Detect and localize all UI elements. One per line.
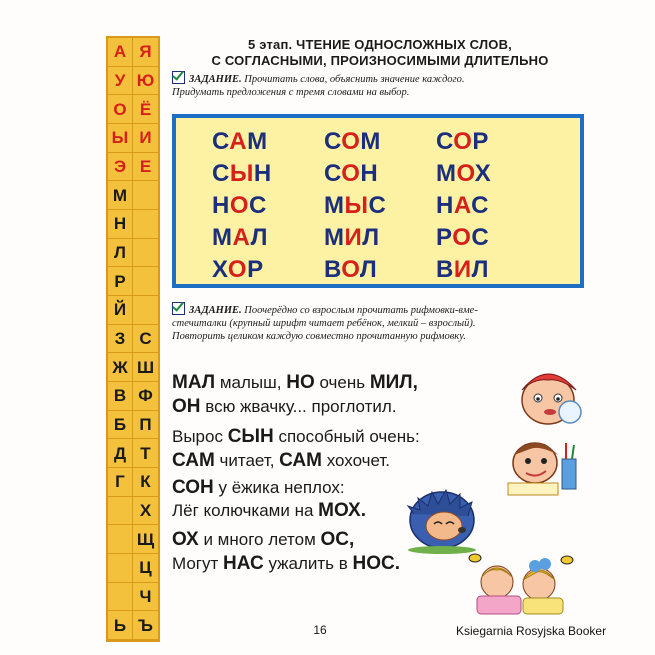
rhyme-text: хохочет. [321, 451, 391, 470]
alphabet-letter: Я [133, 38, 158, 67]
word: НОС [212, 192, 267, 219]
word: МАЛ [212, 224, 268, 251]
alphabet-letter: О [108, 95, 133, 124]
word: МИЛ [324, 224, 380, 251]
alphabet-letter: Й [108, 296, 133, 325]
checkbox-icon [172, 302, 185, 315]
alphabet-letter: Х [133, 497, 158, 526]
alphabet-letter: Д [108, 439, 133, 468]
task-1-text-1: Прочитать слова, объяснить значение каждого. [241, 74, 465, 85]
rhyme-keyword: САМ [172, 450, 215, 471]
alphabet-letter: А [108, 38, 133, 67]
alphabet-letter [133, 239, 158, 268]
rhyme-line [172, 553, 400, 574]
task-2-text-1: Поочерёдно со взрослым прочитать рифмовки-вме- [241, 305, 478, 316]
word: НАС [436, 192, 489, 219]
alphabet-letter: Т [133, 439, 158, 468]
rhyme-text: очень [314, 373, 370, 392]
rhyme-keyword: ОС, [320, 529, 355, 550]
task-1-label: ЗАДАНИЕ. [189, 74, 242, 85]
rhyme-text: ужалить в [263, 554, 353, 573]
alphabet-letter: Ъ [133, 611, 158, 640]
rhyme-text: у ёжика неплох: [213, 478, 345, 497]
alphabet-letter: Ц [133, 554, 158, 583]
alphabet-letter: Ы [108, 124, 133, 153]
word: МЫС [324, 192, 387, 219]
child-writing-illustration [500, 435, 582, 500]
rhyme-keyword: МИЛ, [369, 372, 418, 393]
checkbox-icon [172, 71, 185, 84]
watermark: Ksiegarnia Rosyjska Booker [456, 624, 607, 638]
alphabet-letter: Р [108, 267, 133, 296]
rhyme-line [172, 529, 354, 550]
alphabet-letter: Ё [133, 95, 158, 124]
rhyme-line [172, 396, 397, 417]
task-2-label: ЗАДАНИЕ. [189, 305, 242, 316]
alphabet-letter: З [108, 325, 133, 354]
alphabet-letter [133, 181, 158, 210]
alphabet-letter: П [133, 411, 158, 440]
alphabet-letter: Г [108, 468, 133, 497]
word: ХОР [212, 256, 264, 283]
rhyme-text: читает, [214, 451, 280, 470]
rhyme-line [172, 426, 420, 447]
rhyme-keyword: ОХ [172, 529, 199, 550]
word: СОР [436, 128, 489, 155]
alphabet-letter: Ч [133, 583, 158, 612]
task-2-text-2: стечиталки (крупный шрифт читает ребёнок, мелкий – взрослый). [172, 318, 476, 329]
alphabet-letter [133, 210, 158, 239]
rhyme-keyword: НО [286, 372, 315, 393]
alphabet-letter [133, 296, 158, 325]
alphabet-letter: Л [108, 239, 133, 268]
alphabet-letter [108, 554, 133, 583]
word-table [172, 114, 584, 288]
rhyme-text: малыш, [215, 373, 287, 392]
alphabet-letter [133, 267, 158, 296]
word: РОС [436, 224, 490, 251]
rhyme-line [172, 450, 390, 471]
alphabet-letter: Ж [108, 353, 133, 382]
alphabet-letter: М [108, 181, 133, 210]
task-1 [172, 71, 464, 99]
alphabet-letter: Б [108, 411, 133, 440]
alphabet-strip [106, 36, 160, 642]
rhyme-keyword: СЫН [227, 426, 274, 447]
alphabet-letter: С [133, 325, 158, 354]
word: СОМ [324, 128, 381, 155]
alphabet-letter [108, 525, 133, 554]
task-1-text-2: Придумать предложения с тремя словами на выбор. [172, 87, 410, 98]
alphabet-letter: Щ [133, 525, 158, 554]
word: ВОЛ [324, 256, 378, 283]
page-number: 16 [313, 623, 327, 637]
word: ВИЛ [436, 256, 489, 283]
alphabet-letter: Ф [133, 382, 158, 411]
alphabet-letter: В [108, 382, 133, 411]
section-title [170, 37, 590, 69]
alphabet-letter [108, 583, 133, 612]
alphabet-letter: Н [108, 210, 133, 239]
alphabet-letter: К [133, 468, 158, 497]
rhyme-keyword: СОН [172, 477, 214, 498]
rhyme-keyword: НАС [223, 553, 264, 574]
word: МОХ [436, 160, 492, 187]
rhyme-text: Лёг колючками на [172, 501, 319, 520]
rhyme-text: способный очень: [273, 427, 420, 446]
alphabet-letter: И [133, 124, 158, 153]
alphabet-letter: Ш [133, 353, 158, 382]
child-with-bubblegum-illustration [510, 360, 590, 430]
hedgehog-illustration [404, 484, 482, 554]
rhyme-keyword: САМ [279, 450, 322, 471]
rhyme-keyword: МОХ. [318, 500, 366, 521]
alphabet-letter: У [108, 67, 133, 96]
section-title-line-2: С СОГЛАСНЫМИ, ПРОИЗНОСИМЫМИ ДЛИТЕЛЬНО [211, 53, 549, 68]
alphabet-letter: Э [108, 153, 133, 182]
alphabet-letter: Ю [133, 67, 158, 96]
children-with-bees-illustration [467, 548, 585, 618]
task-2 [172, 302, 478, 343]
rhyme-text: Вырос [172, 427, 228, 446]
word: СОН [324, 160, 379, 187]
rhyme-line [172, 372, 418, 393]
alphabet-letter: Е [133, 153, 158, 182]
rhyme-line [172, 500, 366, 521]
task-2-text-3: Повторить целиком каждую совместно прочитанную рифмовку. [172, 331, 466, 342]
rhyme-line [172, 477, 345, 498]
word: СЫН [212, 160, 272, 187]
alphabet-letter: Ь [108, 611, 133, 640]
rhyme-keyword: ОН [172, 396, 201, 417]
rhyme-text: всю жвачку... проглотил. [200, 397, 397, 416]
rhyme-keyword: НОС. [352, 553, 401, 574]
rhyme-text: и много летом [198, 530, 321, 549]
section-title-line-1: 5 этап. ЧТЕНИЕ ОДНОСЛОЖНЫХ СЛОВ, [248, 37, 512, 52]
rhyme-text: Могут [172, 554, 224, 573]
alphabet-letter [108, 497, 133, 526]
word: САМ [212, 128, 268, 155]
rhyme-keyword: МАЛ [172, 372, 216, 393]
